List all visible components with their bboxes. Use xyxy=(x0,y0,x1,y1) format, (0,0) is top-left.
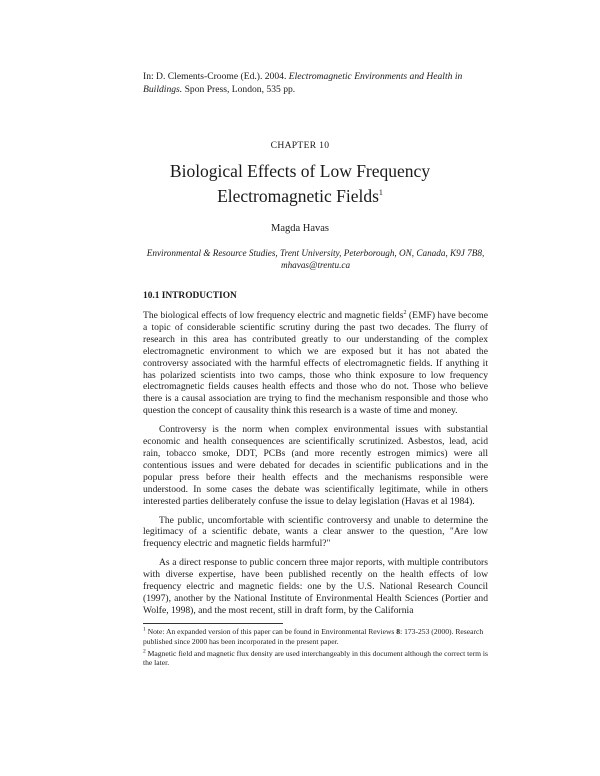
citation xyxy=(143,71,488,96)
footnote-1-volume: 8 xyxy=(396,627,401,636)
paragraph-1-footnote-mark: 2 xyxy=(403,309,407,316)
footnote-1 xyxy=(143,627,488,647)
footnote-2-text: Magnetic field and magnetic flux density are used interchangeably in this document although the correct term is the later. xyxy=(143,648,488,668)
title-footnote-mark: 1 xyxy=(378,188,383,197)
footnote-1-mark: 1 xyxy=(143,626,146,633)
paragraph-3: The public, uncomfortable with scientific controversy and unable to determine the legitimacy of a scientific debate, wants a clear answer to the question, "Are low frequency electric and magnetic fields harmful?" xyxy=(143,514,488,550)
footnote-2 xyxy=(143,649,488,669)
affiliation-line-1: Environmental & Resource Studies, Trent University, Peterborough, ON, Canada, K9J 7B8, xyxy=(146,248,485,258)
footnote-1-text-a: Note: An expanded version of this paper can be found in Environmental Reviews xyxy=(145,627,397,636)
title-line-2-text: Electromagnetic Fields xyxy=(217,185,379,206)
section-heading: 10.1 INTRODUCTION xyxy=(143,291,237,301)
paragraph-1-rest: (EMF) have become a topic of considerable scientific scrutiny during the past two decades. The flurry of research in this area has contributed greatly to our understanding of the complex electromagnetic environment to which we are exposed but it has not abated the controversy associated with the harmful effects of electromagnetic fields. If anything it has polarized scientists into two camps, those who think exposure to low frequency electromagnetic fields causes health effects and those who do not. Those who believe there is a causal association are trying to find the mechanism responsible and those who question the concept of causality think this research is a waste of time and money. xyxy=(143,310,488,417)
paragraph-4: As a direct response to public concern three major reports, with multiple contributors with diverse expertise, have been published recently on the health effects of low frequency electric and magnetic fields: one by the U.S. National Research Council (1997), another by the National Institute of Environmental Health Sciences (Portier and Wolfe, 1998), and the most recent, still in draft form, by the California xyxy=(143,557,488,616)
chapter-label: CHAPTER 10 xyxy=(270,140,330,151)
citation-suffix: Spon Press, London, 535 pp. xyxy=(182,83,296,95)
paragraph-2: Controversy is the norm when complex environmental issues with substantial economic and health consequences are scientifically scrutinized. Asbestos, lead, acid rain, tobacco smoke, DDT, PCBs (and more recently estrogen mimics) were all contentious issues and were debated for decades in scientific publications and in the popular press before their health effects and the mechanisms responsible were understood. In some cases the debate was scientifically legitimate, while in others interested parties deliberately confuse the issue to delay legislation (Havas et al 1984). xyxy=(143,424,488,507)
footnote-1-text-b: : 173-253 (2000). Research published since 2000 has been incorporated in the present paper. xyxy=(143,627,484,646)
citation-prefix: In: D. Clements-Croome (Ed.). 2004. xyxy=(143,71,289,82)
footnotes xyxy=(143,627,488,670)
citation-book-title: Electromagnetic Environments and Health in Buildings. xyxy=(143,71,463,95)
title-line-2 xyxy=(0,182,600,207)
paragraph-1 xyxy=(143,310,488,417)
paper-title xyxy=(0,160,600,207)
footnote-divider xyxy=(143,623,283,624)
title-line-1: Biological Effects of Low Frequency xyxy=(169,161,431,181)
body-text xyxy=(143,310,488,624)
paragraph-1-start: The biological effects of low frequency electric and magnetic fields xyxy=(143,310,404,321)
author-name: Magda Havas xyxy=(270,223,330,234)
footnote-2-mark: 2 xyxy=(143,648,146,655)
affiliation-email: mhavas@trentu.ca xyxy=(280,259,351,270)
author-affiliation xyxy=(143,248,488,271)
